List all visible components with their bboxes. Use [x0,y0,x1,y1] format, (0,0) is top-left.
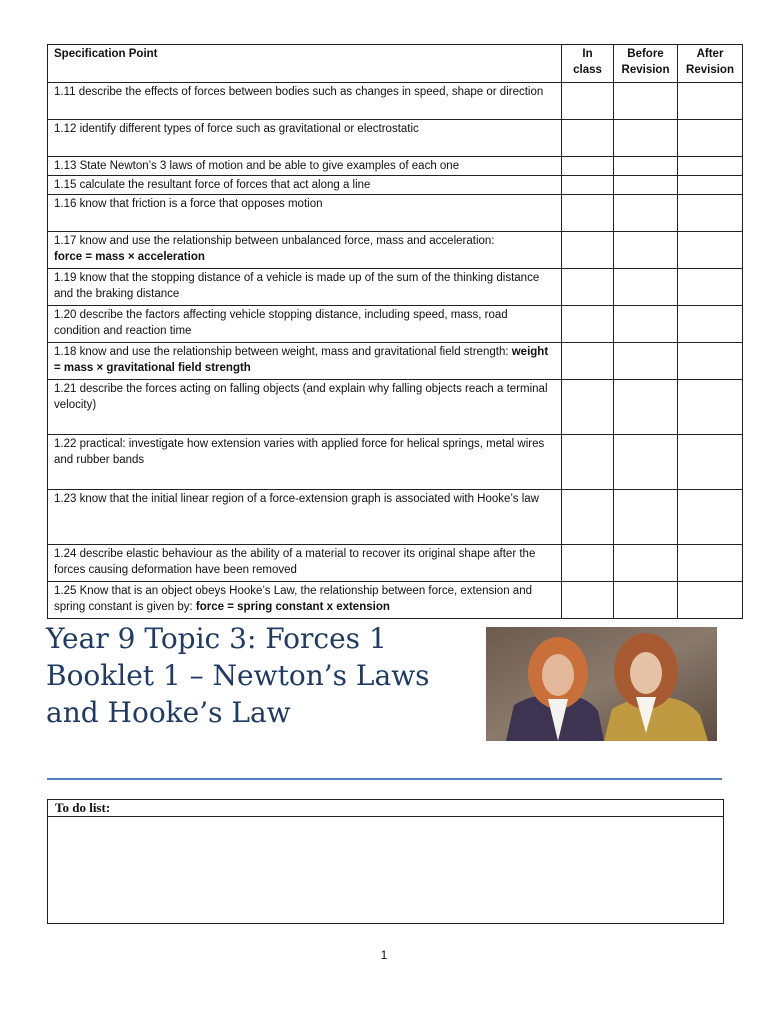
spec-point-cell: 1.18 know and use the relationship between weight, mass and gravitational field strength: weight = mass × gravitational field strength [48,343,562,380]
in-class-checkbox-cell[interactable] [562,435,614,490]
table-row [48,545,743,582]
spec-point-cell: 1.22 practical: investigate how extension varies with applied force for helical springs, metal wires and rubber bands [48,435,562,490]
spec-point-cell: 1.25 Know that is an object obeys Hooke’s Law, the relationship between force, extension and spring constant is given by: force = spring constant x extension [48,582,562,619]
before-revision-checkbox-cell[interactable] [614,306,678,343]
before-revision-checkbox-cell[interactable] [614,343,678,380]
spec-point-cell: 1.11 describe the effects of forces between bodies such as changes in speed, shape or direction [48,83,562,120]
before-revision-checkbox-cell[interactable] [614,435,678,490]
spec-point-cell: 1.16 know that friction is a force that opposes motion [48,195,562,232]
before-revision-checkbox-cell[interactable] [614,269,678,306]
title-line-3: and Hooke’s Law [46,696,291,729]
title-line-2: Booklet 1 – Newton’s Laws [46,659,430,692]
before-revision-checkbox-cell[interactable] [614,195,678,232]
table-row [48,435,743,490]
after-revision-checkbox-cell[interactable] [678,195,743,232]
booklet-title [46,620,486,731]
before-revision-checkbox-cell[interactable] [614,545,678,582]
title-divider [47,778,722,780]
spec-point-cell: 1.15 calculate the resultant force of forces that act along a line [48,176,562,195]
portrait-image [486,627,717,741]
before-revision-checkbox-cell[interactable] [614,380,678,435]
in-class-checkbox-cell[interactable] [562,176,614,195]
in-class-checkbox-cell[interactable] [562,490,614,545]
table-row [48,120,743,157]
table-row [48,157,743,176]
spec-point-cell: 1.13 State Newton’s 3 laws of motion and be able to give examples of each one [48,157,562,176]
header-before-revision: Before Revision [614,45,678,83]
after-revision-checkbox-cell[interactable] [678,176,743,195]
in-class-checkbox-cell[interactable] [562,157,614,176]
spec-point-cell: 1.24 describe elastic behaviour as the ability of a material to recover its original shape after the forces causing deformation have been removed [48,545,562,582]
after-revision-checkbox-cell[interactable] [678,380,743,435]
table-row [48,380,743,435]
table-row [48,269,743,306]
after-revision-checkbox-cell[interactable] [678,120,743,157]
before-revision-checkbox-cell[interactable] [614,176,678,195]
table-row [48,490,743,545]
after-revision-checkbox-cell[interactable] [678,490,743,545]
before-revision-checkbox-cell[interactable] [614,490,678,545]
in-class-checkbox-cell[interactable] [562,306,614,343]
in-class-checkbox-cell[interactable] [562,582,614,619]
spec-point-cell: 1.17 know and use the relationship between unbalanced force, mass and acceleration: force = mass × acceleration [48,232,562,269]
after-revision-checkbox-cell[interactable] [678,545,743,582]
before-revision-checkbox-cell[interactable] [614,83,678,120]
after-revision-checkbox-cell[interactable] [678,157,743,176]
header-specification-point: Specification Point [48,45,562,83]
header-after-revision: After Revision [678,45,743,83]
todo-list-label: To do list: [48,800,723,817]
table-row [48,232,743,269]
page-number: 1 [380,948,388,962]
in-class-checkbox-cell[interactable] [562,83,614,120]
table-row [48,343,743,380]
before-revision-checkbox-cell[interactable] [614,582,678,619]
table-row [48,83,743,120]
table-header-row [48,45,743,83]
after-revision-checkbox-cell[interactable] [678,269,743,306]
after-revision-checkbox-cell[interactable] [678,435,743,490]
table-row [48,306,743,343]
in-class-checkbox-cell[interactable] [562,120,614,157]
spec-point-cell: 1.12 identify different types of force such as gravitational or electrostatic [48,120,562,157]
after-revision-checkbox-cell[interactable] [678,343,743,380]
in-class-checkbox-cell[interactable] [562,195,614,232]
after-revision-checkbox-cell[interactable] [678,306,743,343]
specification-table [47,44,743,619]
after-revision-checkbox-cell[interactable] [678,582,743,619]
before-revision-checkbox-cell[interactable] [614,120,678,157]
spec-point-cell: 1.21 describe the forces acting on falling objects (and explain why falling objects reach a terminal velocity) [48,380,562,435]
header-in-class: In class [562,45,614,83]
in-class-checkbox-cell[interactable] [562,545,614,582]
before-revision-checkbox-cell[interactable] [614,157,678,176]
in-class-checkbox-cell[interactable] [562,269,614,306]
spec-point-cell: 1.20 describe the factors affecting vehicle stopping distance, including speed, mass, road condition and reaction time [48,306,562,343]
table-row [48,582,743,619]
after-revision-checkbox-cell[interactable] [678,83,743,120]
title-line-1: Year 9 Topic 3: Forces 1 [46,622,387,655]
in-class-checkbox-cell[interactable] [562,380,614,435]
table-row [48,176,743,195]
table-row [48,195,743,232]
after-revision-checkbox-cell[interactable] [678,232,743,269]
before-revision-checkbox-cell[interactable] [614,232,678,269]
in-class-checkbox-cell[interactable] [562,232,614,269]
spec-point-cell: 1.19 know that the stopping distance of a vehicle is made up of the sum of the thinking distance and the braking distance [48,269,562,306]
todo-list-box[interactable] [47,799,724,924]
in-class-checkbox-cell[interactable] [562,343,614,380]
spec-point-cell: 1.23 know that the initial linear region of a force-extension graph is associated with Hooke’s law [48,490,562,545]
